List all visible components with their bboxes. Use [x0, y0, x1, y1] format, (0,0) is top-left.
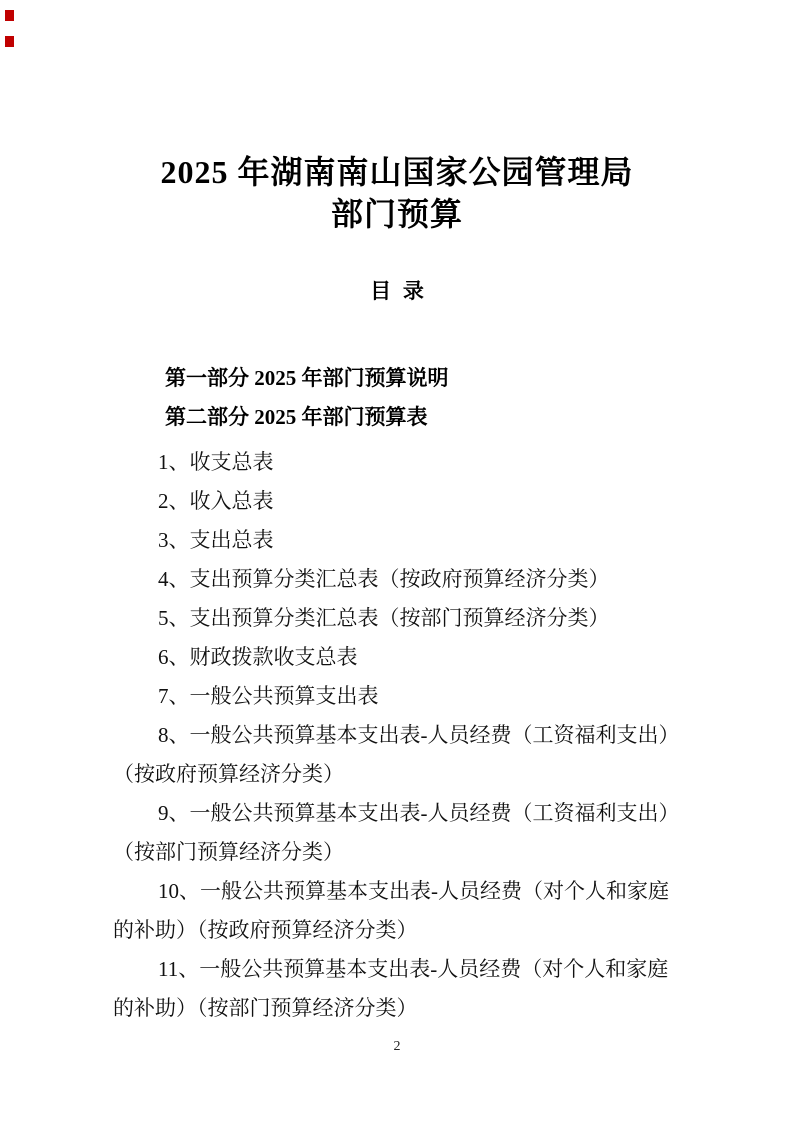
- toc-entry-7: 7、一般公共预算支出表: [158, 684, 379, 708]
- toc-entry-part-2: 第二部分 2025 年部门预算表: [165, 405, 428, 429]
- document-title-line-1: 2025 年湖南南山国家公园管理局: [160, 154, 634, 190]
- toc-entry-8-continued: （按政府预算经济分类）: [113, 762, 344, 786]
- toc-entry-11: 11、一般公共预算基本支出表-人员经费（对个人和家庭: [158, 957, 669, 981]
- toc-entry-1: 1、收支总表: [158, 450, 274, 474]
- toc-list: [113, 359, 684, 1028]
- red-annotation-mark-top: [5, 10, 14, 21]
- toc-entry-11-continued: 的补助）（按部门预算经济分类）: [113, 996, 418, 1020]
- toc-entry-5: 5、支出预算分类汇总表（按部门预算经济分类）: [158, 606, 610, 630]
- toc-entry-2: 2、收入总表: [158, 489, 274, 513]
- page-number: 2: [393, 1039, 401, 1054]
- document-title-line-2: 部门预算: [330, 196, 463, 232]
- document-title: [0, 0, 794, 235]
- toc-entry-8: 8、一般公共预算基本支出表-人员经费（工资福利支出）: [158, 723, 680, 747]
- red-annotation-mark-bottom: [5, 36, 14, 47]
- toc-heading: 目 录: [370, 280, 424, 303]
- toc-entry-9: 9、一般公共预算基本支出表-人员经费（工资福利支出）: [158, 801, 680, 825]
- toc-entry-9-continued: （按部门预算经济分类）: [113, 840, 344, 864]
- toc-entry-6: 6、财政拨款收支总表: [158, 645, 358, 669]
- toc-entry-part-1: 第一部分 2025 年部门预算说明: [165, 366, 449, 390]
- toc-entry-3: 3、支出总表: [158, 528, 274, 552]
- toc-entry-4: 4、支出预算分类汇总表（按政府预算经济分类）: [158, 567, 610, 591]
- toc-entry-10-continued: 的补助）（按政府预算经济分类）: [113, 918, 418, 942]
- toc-entry-10: 10、一般公共预算基本支出表-人员经费（对个人和家庭: [158, 879, 669, 903]
